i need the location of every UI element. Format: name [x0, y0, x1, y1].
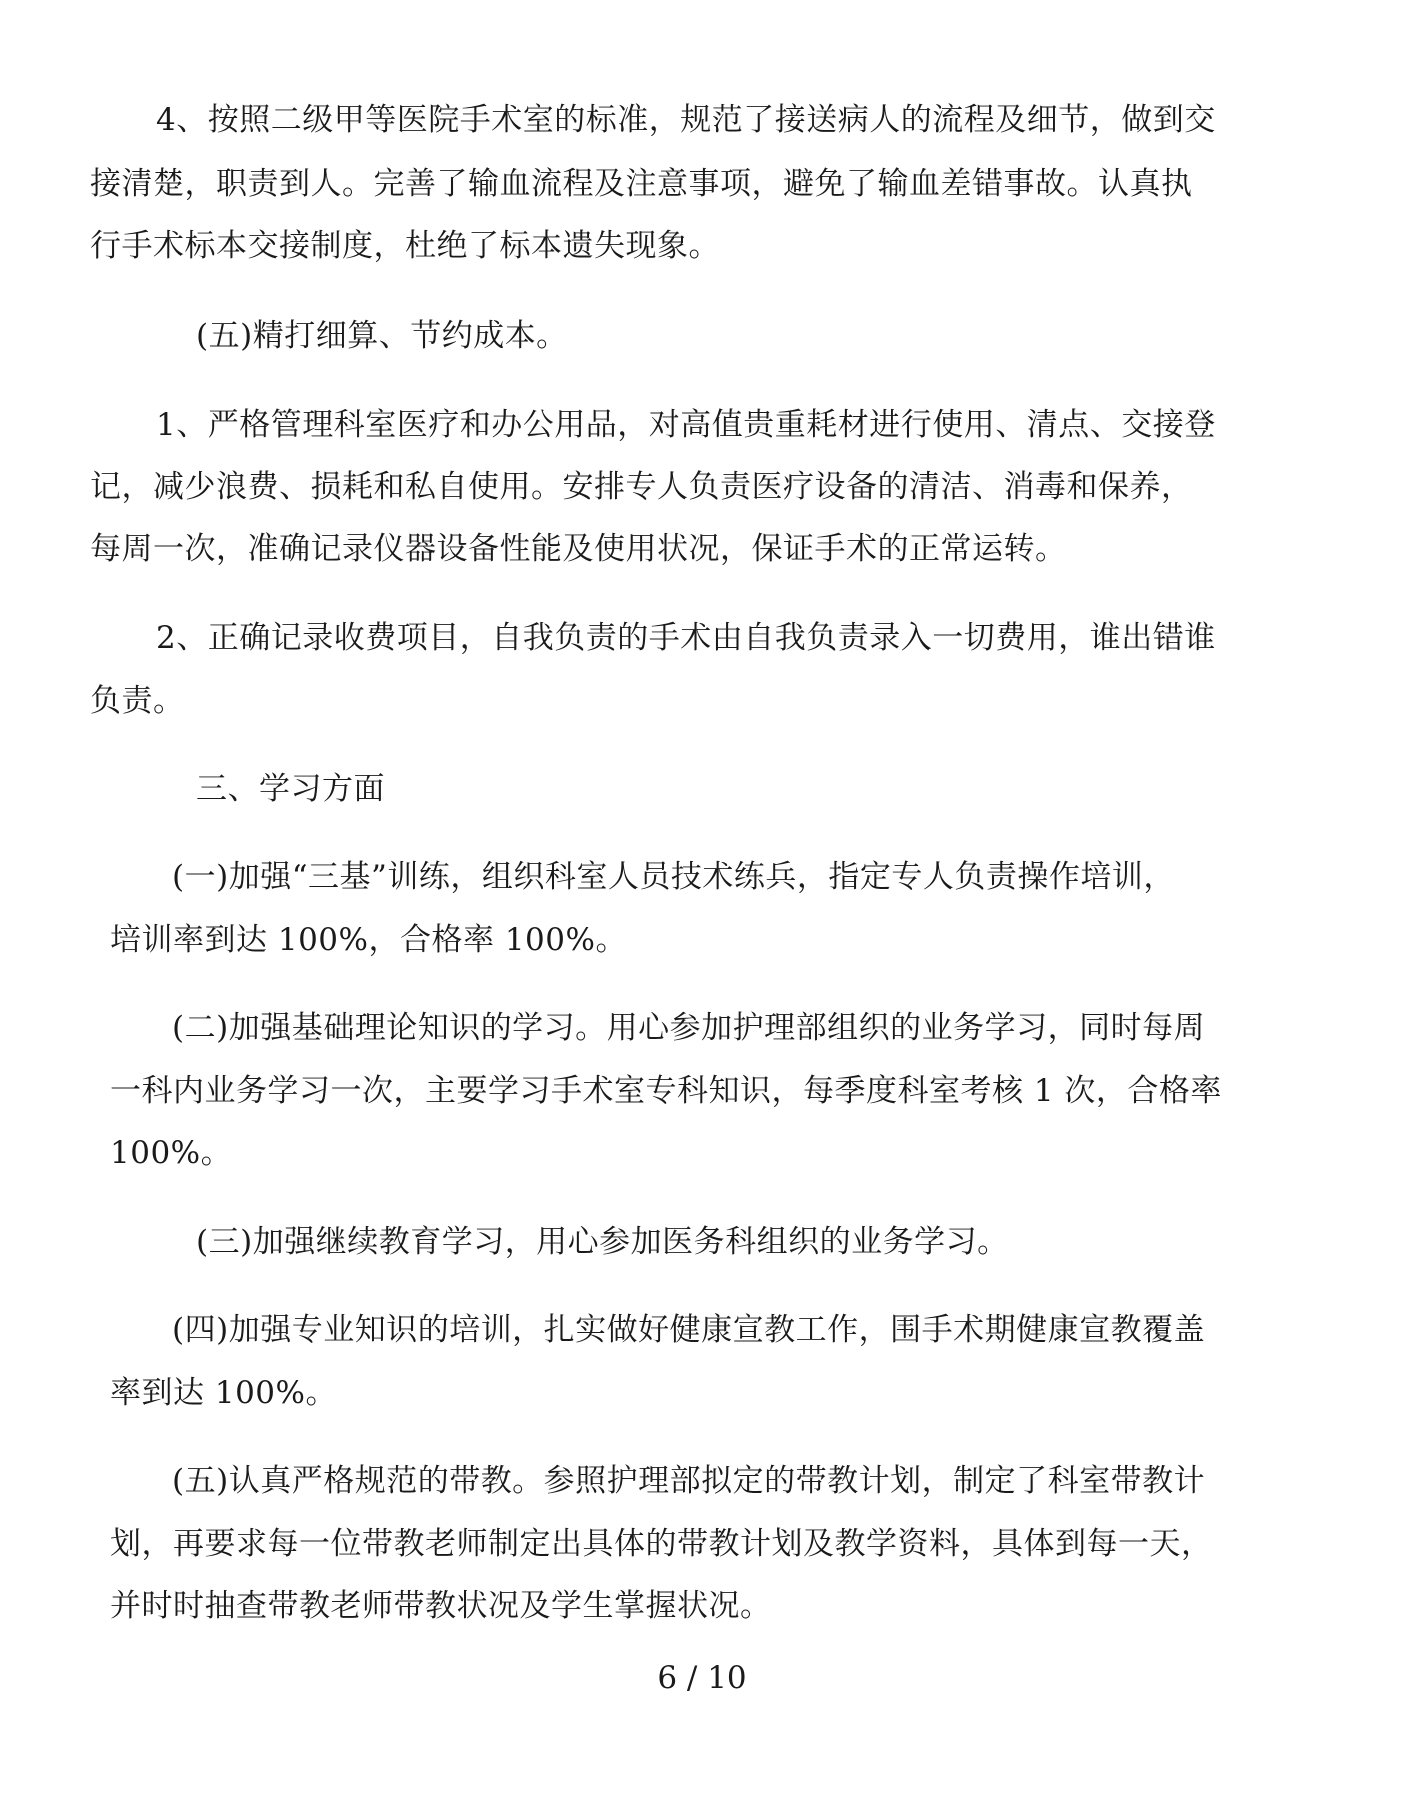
text-line: 一科内业务学习一次，主要学习手术室专科知识，每季度科室考核 1 次，合格率: [110, 1073, 1222, 1109]
text-line: 行手术标本交接制度，杜绝了标本遗失现象。: [90, 228, 720, 264]
text-line: (五)认真严格规范的带教。参照护理部拟定的带教计划，制定了科室带教计: [172, 1463, 1206, 1499]
text-line: 并时时抽查带教老师带教状况及学生掌握状况。: [110, 1588, 772, 1624]
page-number: 6 / 10: [657, 1660, 747, 1696]
text-line: (三)加强继续教育学习，用心参加医务科组织的业务学习。: [196, 1224, 1009, 1260]
text-line: 4、按照二级甲等医院手术室的标准，规范了接送病人的流程及细节，做到交: [156, 102, 1216, 138]
text-line: (二)加强基础理论知识的学习。用心参加护理部组织的业务学习，同时每周: [172, 1010, 1206, 1046]
text-line: 100%。: [110, 1135, 233, 1171]
text-line: 记，减少浪费、损耗和私自使用。安排专人负责医疗设备的清洁、消毒和保养，: [90, 469, 1193, 505]
text-line: (一)加强“三基”训练，组织科室人员技术练兵，指定专人负责操作培训，: [172, 859, 1175, 895]
section-heading: (五)精打细算、节约成本。: [196, 318, 568, 354]
section-heading: 三、学习方面: [196, 771, 385, 807]
text-line: 划，再要求每一位带教老师制定出具体的带教计划及教学资料，具体到每一天，: [110, 1526, 1213, 1562]
text-line: 1、严格管理科室医疗和办公用品，对高值贵重耗材进行使用、清点、交接登: [156, 407, 1216, 443]
text-line: 接清楚，职责到人。完善了输血流程及注意事项，避免了输血差错事故。认真执: [90, 166, 1193, 202]
text-line: 每周一次，准确记录仪器设备性能及使用状况，保证手术的正常运转。: [90, 531, 1067, 567]
text-line: 负责。: [90, 683, 185, 719]
text-line: 2、正确记录收费项目，自我负责的手术由自我负责录入一切费用，谁出错谁: [156, 620, 1216, 656]
text-line: 率到达 100%。: [110, 1375, 337, 1411]
text-line: (四)加强专业知识的培训，扎实做好健康宣教工作，围手术期健康宣教覆盖: [172, 1312, 1206, 1348]
text-line: 培训率到达 100%，合格率 100%。: [110, 922, 627, 958]
